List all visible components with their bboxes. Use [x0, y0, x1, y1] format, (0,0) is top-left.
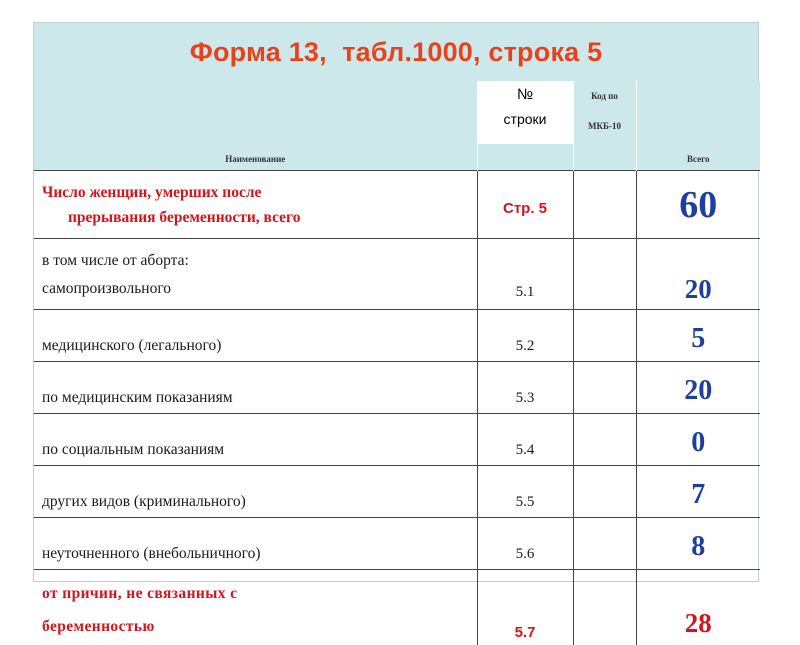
row-name-cell [34, 570, 477, 645]
row-name-line1: Число женщин, умерших после [42, 180, 477, 205]
row-number: 5.4 [477, 414, 573, 466]
header-name-cell [34, 81, 477, 171]
header-number-label: строки [478, 111, 573, 127]
row-code [573, 171, 636, 239]
table-row [34, 171, 760, 239]
header-code-cell [573, 81, 636, 171]
row-number: 5.5 [477, 466, 573, 518]
table-row [34, 414, 760, 466]
header-number-cell [477, 81, 573, 171]
row-total: 7 [636, 466, 760, 518]
table-row [34, 310, 760, 362]
table-row [34, 466, 760, 518]
row-name-line2: прерывания беременности, всего [42, 205, 477, 230]
table-row [34, 239, 760, 310]
row-total: 28 [636, 570, 760, 645]
row-name-line1: от причин, не связанных с [42, 577, 477, 610]
header-code-top: Код по [574, 91, 636, 101]
table-row [34, 570, 760, 645]
header-number-sign: № [478, 86, 573, 103]
table-header-row [34, 81, 760, 171]
row-name-line2: самопроизвольного [42, 275, 477, 303]
row-code [573, 570, 636, 645]
row-name-line2: беременностью [42, 610, 477, 643]
header-total: Всего [637, 154, 761, 164]
row-name: неуточненного (внебольничного) [34, 518, 477, 570]
form-table [34, 81, 760, 645]
row-code [573, 362, 636, 414]
row-name-line1: в том числе от аборта: [42, 247, 477, 275]
header-total-cell [636, 81, 760, 171]
row-number: 5.6 [477, 518, 573, 570]
header-code-bottom: МКБ-10 [574, 121, 636, 131]
row-code [573, 414, 636, 466]
row-number: 5.1 [477, 239, 573, 310]
row-name: других видов (криминального) [34, 466, 477, 518]
row-number: Стр. 5 [477, 171, 573, 239]
table-row [34, 362, 760, 414]
row-total: 20 [636, 239, 760, 310]
slide-frame [33, 22, 759, 582]
row-name: по социальным показаниям [34, 414, 477, 466]
header-number-fill [478, 144, 573, 170]
row-code [573, 518, 636, 570]
row-total: 5 [636, 310, 760, 362]
row-total: 0 [636, 414, 760, 466]
row-code [573, 466, 636, 518]
header-name: Наименование [34, 154, 477, 164]
table-row [34, 518, 760, 570]
row-total: 60 [636, 171, 760, 239]
row-code [573, 310, 636, 362]
row-name-cell [34, 171, 477, 239]
row-total: 20 [636, 362, 760, 414]
row-number: 5.7 [477, 570, 573, 645]
row-code [573, 239, 636, 310]
row-name: медицинского (легального) [34, 310, 477, 362]
row-name: по медицинским показаниям [34, 362, 477, 414]
row-number: 5.2 [477, 310, 573, 362]
row-number: 5.3 [477, 362, 573, 414]
slide-title: Форма 13, табл.1000, строка 5 [190, 37, 603, 68]
row-total: 8 [636, 518, 760, 570]
row-name-cell [34, 239, 477, 310]
title-bar [34, 23, 758, 81]
